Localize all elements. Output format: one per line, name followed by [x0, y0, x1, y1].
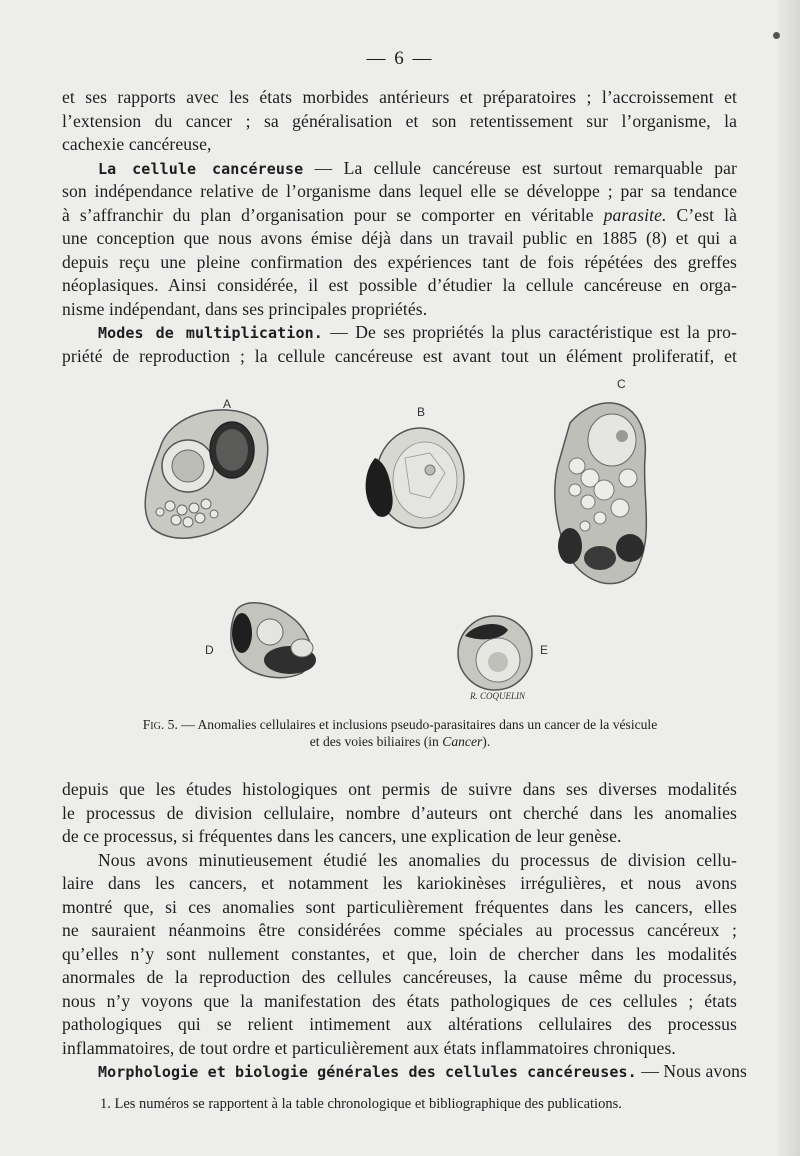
para2-line: néoplasiques. Ainsi considérée, il est possible d’étudier la cellule cancéreuse en orga- — [62, 275, 737, 295]
para2-line: à s’affranchir du plan d’organisation pour se comporter en véritable parasite. C’est là — [62, 204, 737, 225]
figure-label-d: D — [205, 643, 214, 657]
para2-line: son indépendance relative de l’organisme dans lequel elle se développe ; par sa tendance — [62, 181, 737, 201]
para5-line: pathologiques qui se relient intimement aux altérations cellulaires des processus — [62, 1014, 737, 1034]
cell-c — [555, 403, 647, 584]
figure-label-e: E — [540, 643, 549, 657]
italic-term: parasite. — [603, 204, 667, 225]
page-number: — 6 — — [366, 48, 434, 69]
para2-line: nisme indépendant, dans ses principales propriétés. — [62, 298, 428, 319]
cell-b — [366, 428, 464, 528]
para2-line: La cellule cancéreuse — La cellule cancéreuse est surtout remarquable par — [98, 157, 737, 178]
figure-caption: Fig. 5. — Anomalies cellulaires et inclusions pseudo-parasitaires dans un cancer de la vésicule et des voies biliaires (in Cancer). — [142, 717, 658, 749]
para5-line: inflammatoires, de tout ordre et particulièrement aux états inflammatoires chroniques. — [62, 1037, 676, 1058]
para5-line: montré que, si ces anomalies sont particulièrement fréquentes dans les cancers, elles — [62, 896, 737, 917]
para3-line: Modes de multiplication. — De ses propriétés la plus caractéristique est la pro- — [98, 322, 738, 342]
page-edge-shadow — [778, 0, 800, 1156]
section-heading-cellule: La cellule cancéreuse — [98, 159, 304, 178]
para2-line: une conception que nous avons émise déjà dans un travail public en 1885 (8) et qui a — [62, 228, 737, 248]
figure-label-a: A — [223, 397, 232, 411]
para1-line: l’extension du cancer ; sa généralisation et son retentissement sur l’organisme, la — [62, 110, 737, 131]
para5-line: laire dans les cancers, et notamment les kariokinèses irrégulières, et nous avons — [62, 873, 737, 893]
para4-line: de ce processus, si fréquentes dans les cancers, une explication de leur genèse. — [62, 826, 622, 846]
artist-signature: R. COQUELIN — [470, 691, 526, 701]
para5-line: qu’elles n’y sont nullement constantes, et que, loin de chercher dans les modalités — [62, 943, 737, 964]
figure-label-b: B — [417, 405, 426, 419]
footnote: 1. Les numéros se rapportent à la table chronologique et bibliographique des publications. — [100, 1096, 622, 1112]
para4-line: le processus de division cellulaire, nombre d’auteurs ont cherché dans les anomalies — [62, 802, 737, 823]
cell-d — [231, 603, 316, 678]
cell-e — [458, 616, 532, 690]
para1-line: cachexie cancéreuse, — [62, 134, 212, 154]
ink-spot — [773, 32, 780, 39]
figure-cell-drawings — [130, 378, 690, 708]
caption-prefix: Fig. 5. — [142, 717, 178, 732]
section-heading-modes: Modes de multiplication. — [98, 324, 323, 342]
para5-line: nous n’y voyons que la manifestation des états pathologiques de ces cellules ; états — [62, 990, 737, 1011]
figure-label-c: C — [617, 378, 626, 391]
para5-line: anormales de la reproduction des cellules cancéreuses, la cause même du processus, — [62, 967, 737, 987]
para4-line: depuis que les études histologiques ont permis de suivre dans ses diverses modalités — [62, 779, 737, 799]
para1-line: et ses rapports avec les états morbides antérieurs et préparatoires ; l’accroissement et — [62, 87, 737, 107]
para6-line: Morphologie et biologie générales des cellules cancéreuses. — Nous avons — [98, 1061, 748, 1081]
para5-line: Nous avons minutieusement étudié les anomalies du processus de division cellu- — [98, 849, 737, 870]
para5-line: ne sauraient néanmoins être considérées comme spéciales au processus cancéreux ; — [62, 920, 737, 940]
cell-a — [145, 410, 268, 538]
section-heading-morphologie: Morphologie et biologie générales des cellules cancéreuses. — [98, 1063, 637, 1081]
bottom-text-block — [62, 778, 748, 1084]
para3-line: priété de reproduction ; la cellule cancéreuse est avant tout un élément proliferatif, et — [62, 345, 737, 366]
para2-line: depuis reçu une pleine confirmation des expériences tant de fois répétées des greffes — [62, 251, 737, 272]
top-text-block — [62, 86, 737, 368]
